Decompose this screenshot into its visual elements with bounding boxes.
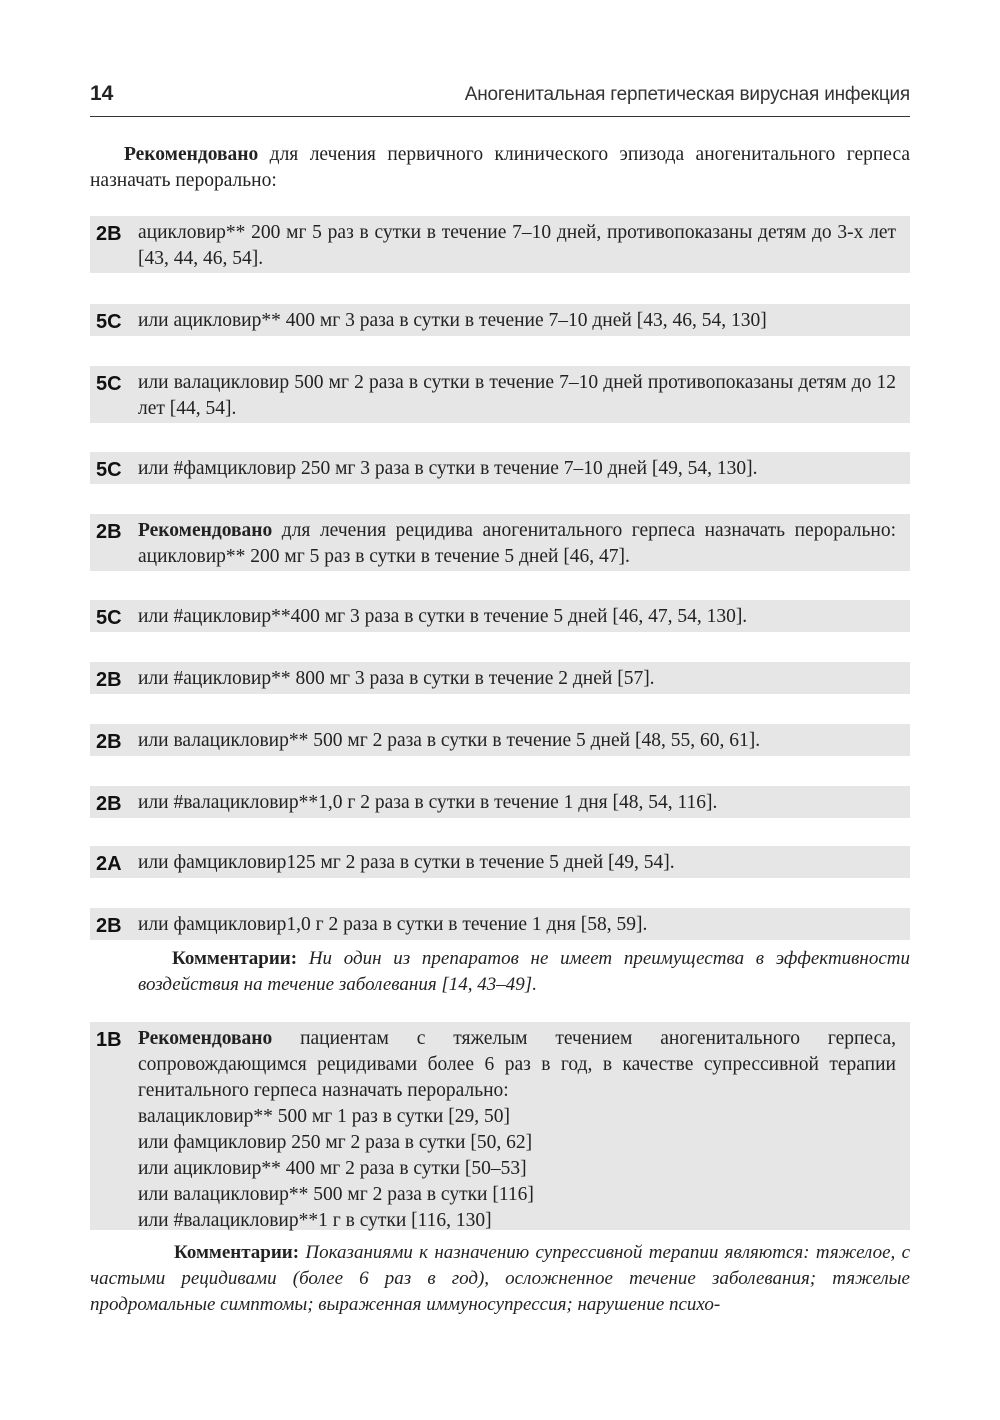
recommendation-box [90,600,910,632]
evidence-level: 2B [96,793,122,815]
comment-text: Ни один из препаратов не имеет преимущества в эффективности воздействия на течение заболевания [14, 43–49]. [138,948,910,995]
recommendation-text: или #ацикловир** 800 мг 3 раза в сутки в течение 2 дней [57]. [138,668,655,689]
comment-label: Комментарии: [172,948,298,969]
recommendation-box [90,514,910,571]
evidence-level: 5C [96,607,122,629]
recommendation-box-suppressive [90,1022,910,1230]
recommendation-box [90,304,910,336]
recommendation-box [90,216,910,273]
regimen-line: или ацикловир** 400 мг 2 раза в сутки [50–53] [138,1158,527,1179]
recommendation-box [90,452,910,484]
recommendation-text: или #ацикловир**400 мг 3 раза в сутки в течение 5 дней [46, 47, 54, 130]. [138,606,748,627]
recommendation-bold: Рекомендовано [138,520,273,541]
evidence-level: 2B [96,521,122,543]
comment-paragraph [138,946,910,998]
recommendation-text: ацикловир** 200 мг 5 раз в сутки в течение 7–10 дней, противопоказаны детям до 3-х лет [43, 44, 46, 54]. [138,222,896,269]
running-title: Аногенитальная герпетическая вирусная инфекция [464,84,910,105]
recommendation-text: или валацикловир** 500 мг 2 раза в сутки в течение 5 дней [48, 55, 60, 61]. [138,730,761,751]
recommendation-text: пациентам с тяжелым течением аногенитального герпеса, сопровождающимся рецидивами более 6 раз в год, в качестве супрессивной терапии генитального герпеса назначать перорально: [138,1028,896,1101]
recommendation-bold: Рекомендовано [138,1028,273,1049]
recommendation-box [90,662,910,694]
recommendation-text: или #валацикловир**1,0 г 2 раза в сутки в течение 1 дня [48, 54, 116]. [138,792,718,813]
recommendation-box [90,846,910,878]
recommendation-text: для лечения рецидива аногенитального герпеса назначать перорально: ацикловир** 200 мг 5 раз в сутки в течение 5 дней [46, 47]. [138,520,896,567]
recommendation-box [90,724,910,756]
evidence-level: 2B [96,731,122,753]
recommendation-box [90,786,910,818]
evidence-level: 2B [96,669,122,691]
comment-label: Комментарии: [174,1242,300,1263]
evidence-level: 5C [96,373,122,395]
recommendation-text: или ацикловир** 400 мг 3 раза в сутки в течение 7–10 дней [43, 46, 54, 130] [138,310,767,331]
evidence-level: 2B [96,915,122,937]
page-number: 14 [90,82,114,105]
regimen-line: или валацикловир** 500 мг 2 раза в сутки [116] [138,1184,534,1205]
evidence-level: 5C [96,459,122,481]
intro-bold: Рекомендовано [124,144,259,165]
regimen-line: или #валацикловир**1 г в сутки [116, 130] [138,1210,492,1231]
recommendation-text: или #фамцикловир 250 мг 3 раза в сутки в течение 7–10 дней [49, 54, 130]. [138,458,758,479]
recommendation-box [90,366,910,423]
recommendation-text: или фамцикловир125 мг 2 раза в сутки в течение 5 дней [49, 54]. [138,852,675,873]
running-header [90,80,910,117]
comment-text: Показаниями к назначению супрессивной терапии являются: тяжелое, с частыми рецидивами (более 6 раз в год), осложненное течение заболевания; тяжелые продромальные симптомы; выраженная иммуносупрессия; нарушение психо- [90,1242,910,1315]
regimen-line: валацикловир** 500 мг 1 раз в сутки [29, 50] [138,1106,510,1127]
recommendation-text: или валацикловир 500 мг 2 раза в сутки в течение 7–10 дней противопоказаны детям до 12 лет [44, 54]. [138,372,896,419]
evidence-level: 2B [96,223,122,245]
intro-text: для лечения первичного клинического эпизода аногенитального герпеса назначать перорально: [90,144,910,191]
recommendation-box [90,908,910,940]
evidence-level: 1B [96,1029,122,1051]
comment-paragraph [90,1240,910,1318]
recommendation-text: или фамцикловир1,0 г 2 раза в сутки в течение 1 дня [58, 59]. [138,914,648,935]
regimen-line: или фамцикловир 250 мг 2 раза в сутки [50, 62] [138,1132,533,1153]
evidence-level: 2A [96,853,122,875]
intro-paragraph [90,142,910,194]
evidence-level: 5C [96,311,122,333]
